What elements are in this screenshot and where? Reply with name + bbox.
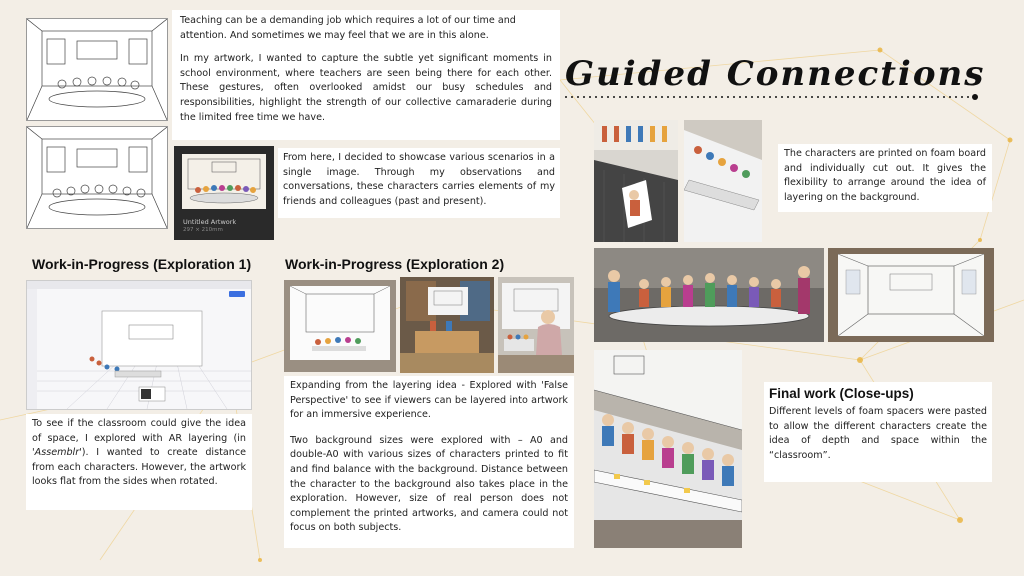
wip2-paragraph-2: Two background sizes were explored with – A0 and double-A0 with various sizes of characters printed to fit and find balance with the background. Distance between the character to the background also takes place in the exploration. However, size of real person does not complement the printed artworks, and camera could not focus on both subjects. [290, 434, 568, 534]
wip1-heading: Work-in-Progress (Exploration 1) [32, 256, 252, 272]
scenarios-panel [278, 148, 560, 218]
intro-paragraph-1: Teaching can be a demanding job which requires a lot of our time and attention. And sometimes we may feel that we are in this alone. [180, 15, 516, 41]
table-characters-photo [594, 248, 824, 342]
thumbnail-image [182, 154, 266, 209]
intro-panel [172, 10, 560, 140]
wip2-photo-2 [400, 277, 494, 373]
page-title: Guided Connections [565, 54, 986, 94]
wip2-heading: Work-in-Progress (Exploration 2) [285, 256, 505, 272]
app-name-assemblr: 'Assemblr' [32, 447, 82, 459]
closeup-photo [594, 350, 742, 548]
characters-note: The characters are printed on foam board and individually cut out. It gives the flexibility to arrange around the idea of layering on the background. [784, 148, 986, 203]
wip1-text-panel [26, 414, 252, 510]
wip2-photo-1 [284, 280, 396, 372]
final-panel [764, 382, 992, 482]
intro-paragraph-3: From here, I decided to showcase various scenarios in a single image. Through my observations and conversations, these characters carries elements of my friends and colleagues (past and present). [283, 152, 555, 207]
sketch-classroom-2 [26, 126, 168, 229]
wip1-description: To see if the classroom could give the idea of space, I explored with AR layering (in 'Assemblr'). I wanted to create distance from each characters. However, the artwork looks flat from the sides when rotated. [32, 418, 246, 488]
characters-note-panel [778, 144, 992, 212]
title-underline [565, 92, 985, 102]
sketch-classroom-1 [26, 18, 168, 121]
thumbnail-title: Untitled Artwork [183, 218, 237, 226]
final-heading: Final work (Close-ups) [769, 386, 914, 401]
wip2-photo-3 [498, 277, 574, 373]
cutout-photo-2 [684, 120, 762, 242]
cutout-photo-1 [594, 120, 678, 242]
intro-paragraph-2: In my artwork, I wanted to capture the subtle yet significant moments in school environment, where teachers are seen being there for each other. These gestures, often overlooked amidst our busy schedules and responsibilities, highlight the strength of our collective camaraderie during the limited free time we have. [180, 53, 552, 123]
wip2-paragraph-1: Expanding from the layering idea - Explored with 'False Perspective' to see if viewers can be layered into artwork for an immersive experience. [290, 380, 568, 421]
classroom-background-photo [828, 248, 994, 342]
final-description: Different levels of foam spacers were pasted to allow the different characters create the idea of depth and space within the “classroom”. [769, 406, 987, 461]
wip2-text-panel [284, 376, 574, 548]
ar-screenshot [26, 280, 252, 410]
thumbnail-size: 297 × 210mm [183, 227, 223, 233]
artwork-thumbnail [174, 146, 274, 240]
